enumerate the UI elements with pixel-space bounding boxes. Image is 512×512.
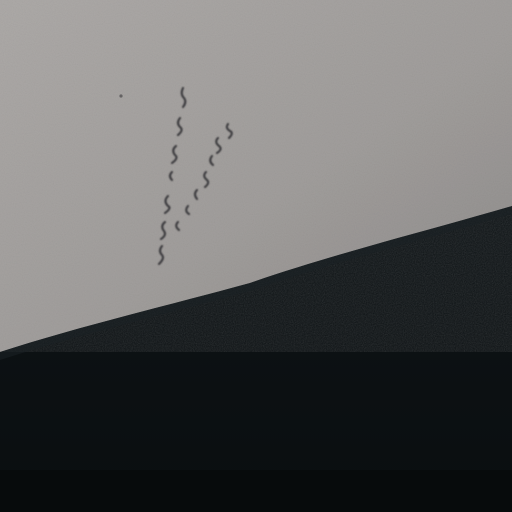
bottom-vignette [0,470,512,512]
ink-dot [119,94,122,97]
